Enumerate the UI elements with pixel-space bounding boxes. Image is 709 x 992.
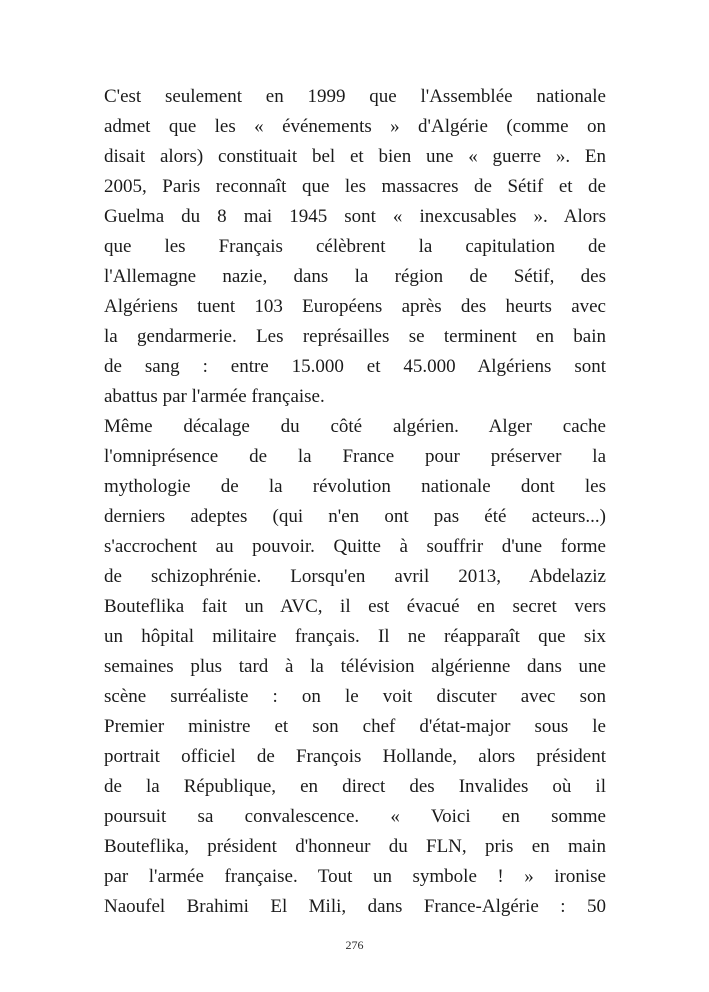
text-line: par l'armée française. Tout un symbole ! » ironise xyxy=(104,866,606,887)
text-line: abattus par l'armée française. xyxy=(104,386,325,407)
text-line: derniers adeptes (qui n'en ont pas été acteurs...) xyxy=(104,506,606,527)
text-line: de la République, en direct des Invalides où il xyxy=(104,776,606,797)
paragraph xyxy=(104,412,606,922)
text-line: semaines plus tard à la télévision algérienne dans une xyxy=(104,656,606,677)
text-line: Bouteflika, président d'honneur du FLN, pris en main xyxy=(104,836,606,857)
text-line: Bouteflika fait un AVC, il est évacué en secret vers xyxy=(104,596,606,617)
text-line: scène surréaliste : on le voit discuter avec son xyxy=(104,686,606,707)
text-line: portrait officiel de François Hollande, alors président xyxy=(104,746,606,767)
text-line: l'omniprésence de la France pour préserver la xyxy=(104,446,606,467)
text-line: C'est seulement en 1999 que l'Assemblée nationale xyxy=(104,86,606,107)
text-line: que les Français célèbrent la capitulation de xyxy=(104,236,606,257)
text-line: Guelma du 8 mai 1945 sont « inexcusables ». Alors xyxy=(104,206,606,227)
text-line: Naoufel Brahimi El Mili, dans France-Algérie : 50 xyxy=(104,896,606,917)
text-line: poursuit sa convalescence. « Voici en somme xyxy=(104,806,606,827)
text-line: Algériens tuent 103 Européens après des heurts avec xyxy=(104,296,606,317)
text-line: Premier ministre et son chef d'état-major sous le xyxy=(104,716,606,737)
text-line: s'accrochent au pouvoir. Quitte à souffrir d'une forme xyxy=(104,536,606,557)
text-line: mythologie de la révolution nationale dont les xyxy=(104,476,606,497)
text-line: un hôpital militaire français. Il ne réapparaît que six xyxy=(104,626,606,647)
page-number: 276 xyxy=(345,938,364,952)
text-block xyxy=(104,82,606,922)
text-line: Même décalage du côté algérien. Alger cache xyxy=(104,416,606,437)
text-line: la gendarmerie. Les représailles se terminent en bain xyxy=(104,326,606,347)
paragraph xyxy=(104,82,606,412)
text-line: disait alors) constituait bel et bien une « guerre ». En xyxy=(104,146,606,167)
text-line: de sang : entre 15.000 et 45.000 Algériens sont xyxy=(104,356,606,377)
text-line: de schizophrénie. Lorsqu'en avril 2013, Abdelaziz xyxy=(104,566,606,587)
text-line: l'Allemagne nazie, dans la région de Sétif, des xyxy=(104,266,606,287)
text-line: admet que les « événements » d'Algérie (comme on xyxy=(104,116,606,137)
text-line: 2005, Paris reconnaît que les massacres de Sétif et de xyxy=(104,176,606,197)
